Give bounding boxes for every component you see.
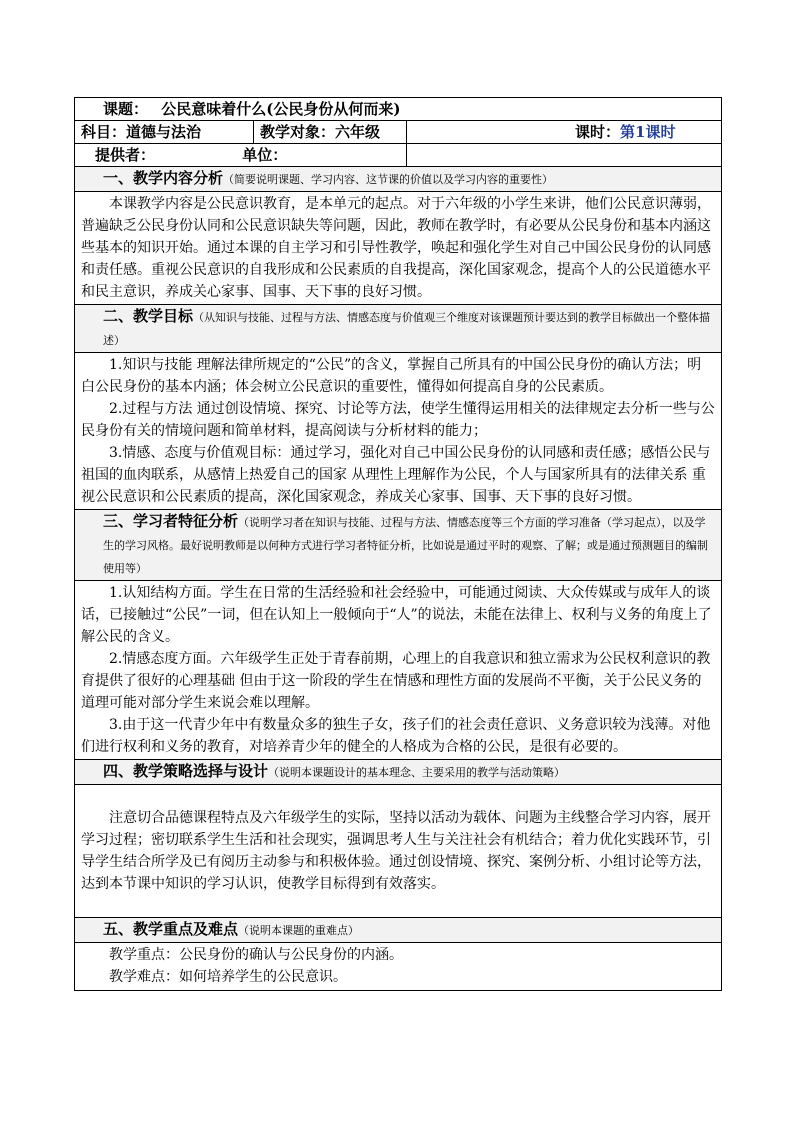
- section-4-note: （说明本课题设计的基本理念、主要采用的教学与活动策略）: [268, 766, 566, 779]
- period-value: 第1课时: [620, 123, 676, 141]
- subject-label: 科目：: [81, 123, 127, 141]
- section-4-header: [75, 760, 722, 785]
- section-5-header: [75, 918, 722, 943]
- section-2-item: 2.过程与方法 通过创设情境、探究、讨论等方法，使学生懂得运用相关的法律规定去分析一些与公民身份有关的情境问题和简单材料，提高阅读与分析材料的能力；: [81, 401, 715, 439]
- topic-row: [75, 98, 722, 121]
- section-4-body-row: [75, 785, 722, 918]
- section-2-title: 二、教学目标: [103, 307, 194, 325]
- topic-value: 公民意味着什么(公民身份从何而来): [161, 100, 401, 118]
- section-5-body-row: [75, 943, 722, 991]
- section-3-note: （说明学习者在知识与技能、过程与方法、情感态度等三个方面的学习准备（学习起点），以及学生的学习风格。最好说明教师是以何种方式进行学习者特征分析，比如说是通过平时的观察、了解；或是通过预测题目的编制使用等）: [103, 516, 708, 575]
- topic-label: 课题：: [103, 100, 149, 118]
- section-4-body: 注意切合品德课程特点及六年级学生的实际，坚持以活动为载体、问题为主线整合学习内容，展开学习过程；密切联系学生生活和社会现实，强调思考人生与关注社会有机结合；着力优化实践环节，引导学生结合所学及已有阅历主动参与和积极体验。通过创设情境、探究、案例分析、小组讨论等方法，达到本节课中知识的学习认识，使教学目标得到有效落实。: [81, 810, 711, 892]
- difficult-point: 教学难点：如何培养学生的公民意识。: [109, 969, 347, 985]
- period-label: 课时：: [575, 123, 621, 141]
- section-3-item: 3.由于这一代青少年中有数量众多的独生子女，孩子们的社会责任意识、义务意识较为浅薄。对他们进行权利和义务的教育，对培养青少年的健全的人格成为合格的公民，是很有必要的。: [81, 717, 711, 755]
- lesson-plan-table: [74, 97, 722, 991]
- section-2-item: 1.知识与技能 理解法律所规定的“公民”的含义，掌握自己所具有的中国公民身份的确认方法；明白公民身份的基本内涵；体会树立公民意识的重要性，懂得如何提高自身的公民素质。: [81, 357, 702, 395]
- section-3-header: [75, 510, 722, 581]
- section-2-item: 3.情感、态度与价值观目标：通过学习，强化对自己中国公民身份的认同感和责任感；感悟公民与祖国的血肉联系，从感情上热爱自己的国家 从理性上理解作为公民，个人与国家所具有的法律关系 重视公民意识和公民素质的提高，深化国家观念，养成关心家事、国事、天下事的良好习惯。: [81, 445, 711, 505]
- section-3-item: 2.情感态度方面。六年级学生正处于青春前期，心理上的自我意识和独立需求为公民权利意识的教育提供了很好的心理基础 但由于这一阶段的学生在情感和理性方面的发展尚不平衡，关于公民义务的道理可能对部分学生来说会难以理解。: [81, 651, 711, 711]
- subject-value: 道德与法治: [126, 123, 202, 141]
- provider-label: 提供者：: [95, 146, 156, 164]
- section-1-body-row: [75, 192, 722, 305]
- section-1-note: （简要说明课题、学习内容、这节课的价值以及学习内容的重要性）: [223, 173, 554, 186]
- unit-label: 单位：: [242, 146, 288, 164]
- subject-row: [75, 121, 722, 144]
- audience-value: 六年级: [335, 123, 381, 141]
- section-1-body: 本课教学内容是公民意识教育，是本单元的起点。对于六年级的小学生来讲，他们公民意识薄弱，普遍缺乏公民身份认同和公民意识缺失等问题，因此，教师在教学时，有必要从公民身份和基本内涵这些基本的知识开始。通过本课的自主学习和引导性教学，唤起和强化学生对自己中国公民身份的认同感和责任感。重视公民意识的自我形成和公民素质的自我提高，深化国家观念，提高个人的公民道德水平和民主意识，养成关心家事、国事、天下事的良好习惯。: [81, 196, 711, 300]
- section-3-body-row: [75, 581, 722, 760]
- section-1-header: [75, 167, 722, 192]
- section-1-title: 一、教学内容分析: [103, 169, 224, 187]
- lesson-plan-page: [74, 97, 721, 991]
- section-4-title: 四、教学策略选择与设计: [103, 762, 269, 780]
- provider-row: [75, 144, 722, 167]
- audience-label: 教学对象：: [260, 123, 336, 141]
- key-point: 教学重点：公民身份的确认与公民身份的内涵。: [109, 947, 403, 963]
- section-5-note: （说明本课题的重难点）: [238, 924, 360, 937]
- section-5-title: 五、教学重点及难点: [103, 920, 239, 938]
- section-2-header: [75, 305, 722, 353]
- section-3-title: 三、学习者特征分析: [103, 512, 239, 530]
- section-2-body-row: [75, 353, 722, 510]
- section-3-item: 1.认知结构方面。学生在日常的生活经验和社会经验中，可能通过阅读、大众传媒或与成年人的谈话，已接触过“公民”一词，但在认知上一般倾向于“人”的说法，未能在法律上、权利与义务的角度上了解公民的含义。: [81, 585, 712, 645]
- section-2-note: （从知识与技能、过程与方法、情感态度与价值观三个维度对该课题预计要达到的教学目标做出一个整体描述）: [103, 311, 711, 347]
